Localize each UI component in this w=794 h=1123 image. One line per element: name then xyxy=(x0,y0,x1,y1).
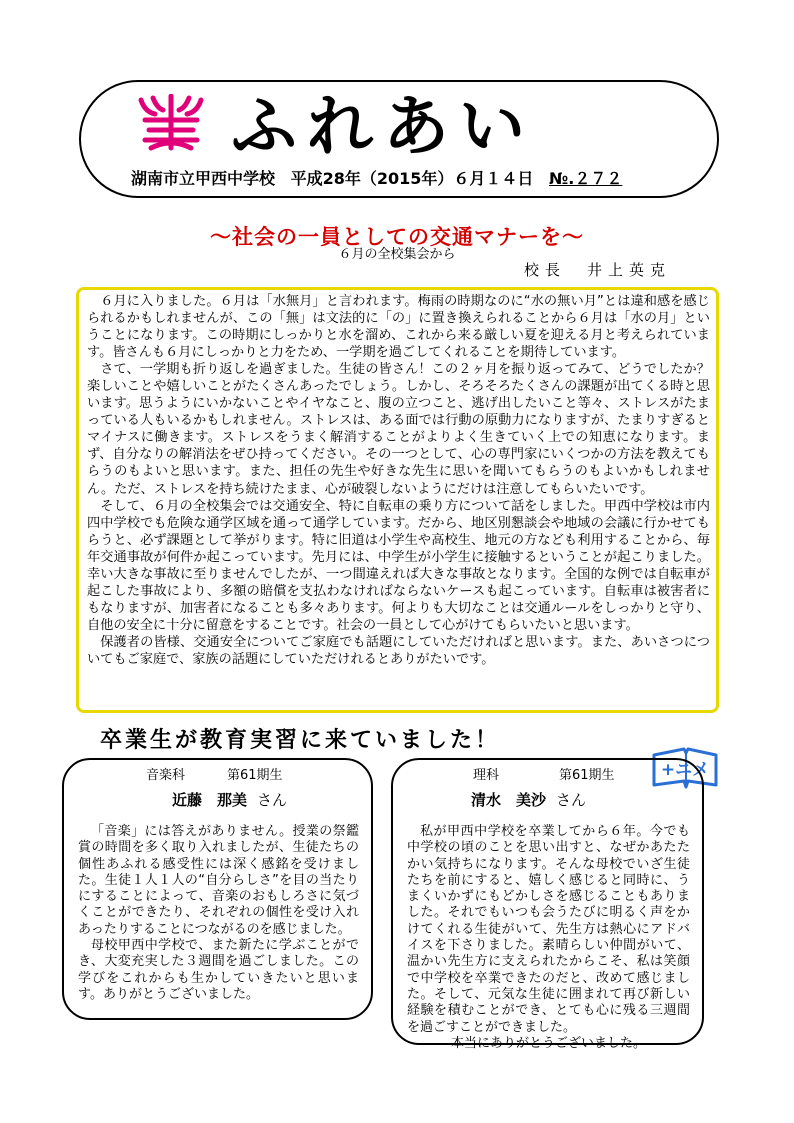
student-meta xyxy=(146,768,283,784)
student-name: 清水 美沙 xyxy=(471,791,547,809)
book-icon-text: +ニメ xyxy=(660,760,710,780)
student-honorific: さん xyxy=(556,791,587,809)
student-subject: 理科 xyxy=(473,768,500,783)
student-name: 近藤 那美 xyxy=(172,791,248,809)
student-message xyxy=(78,824,359,1003)
newsletter-title: ふれあい xyxy=(231,87,535,165)
student-message xyxy=(407,824,690,1052)
article-headline: ～社会の一員としての交通マナーを～ xyxy=(210,224,584,249)
message-paragraph: そして、６月の全校集会では交通安全、特に自転車の乗り方について話をしました。甲西中学校は市内四中学校でも危険な通学区域を通って通学しています。だから、地区別懇談会や地域の会議に行かせてもらうと、必ず課題として挙がります。特に旧道は小学生や高校生、地元の方なども利用することから、毎年交通事故が何件か起こっています。先月には、中学生が小学生に接触するということが起こりました。幸い大きな事故に至りませんでしたが、一つ間違えれば大きな事故となります。全国的な例では自転車が起こした事故により、多額の賠償を支払わなければならないケースも起こっています。自転車は被害者にもなりますが、加害者になることも多々あります。何よりも大切なことは交通ルールをしっかりと守り、自他の安全に十分に留意をすることです。社会の一員として心がけてもらいたいと思います。 xyxy=(87,498,710,633)
student-generation: 第61期生 xyxy=(227,768,283,783)
student-paragraph: 母校甲西中学校で、また新たに学ぶことができ、大変充実した３週間を過ごしました。この学びをこれからも生かしていきたいと思います。ありがとうございました。 xyxy=(78,938,359,1002)
student-box-science xyxy=(391,758,704,1051)
message-paragraph: 保護者の皆様、交通安全についてご家庭でも話題にしていただければと思います。また、あいさつについてもご家庭で、家族の話題にしていただけれるとありがたいです。 xyxy=(87,634,710,667)
school-emblem-icon xyxy=(135,94,207,152)
school-name: 湖南市立甲西中学校 xyxy=(131,169,276,188)
masthead-info xyxy=(131,168,632,190)
student-paragraph: 本当にありがとうございました。 xyxy=(450,1035,646,1051)
issue-number: №.２７２ xyxy=(548,169,623,188)
section-banner: 卒業生が教育実習に来ていました！ xyxy=(100,728,501,753)
article-author: 校長 井上英克 xyxy=(524,261,672,279)
message-paragraph: ６月に入りました。６月は「水無月」と言われます。梅雨の時期なのに“水の無い月”とは違和感を感じられるかもしれませんが、この「無」は文法的に「の」に置き換えられることから６月は「水の月」ということになります。この時期にしっかりと水を溜め、これから来る厳しい夏を迎える月と考えられています。皆さんも６月にしっかりと力をため、一学期を過ごしてくれることを期待しています。 xyxy=(87,294,710,361)
student-name-row xyxy=(172,790,287,810)
student-name-row xyxy=(471,790,586,810)
student-meta xyxy=(473,768,615,784)
message-paragraph: さて、一学期も折り返しを過ぎました。生徒の皆さん！この２ヶ月を振り返ってみて、どうでしたか？楽しいことや嬉しいことがたくさんあったでしょう。しかし、そろそろたくさんの課題が出てくる時と思います。思うようにいかないことやイヤなこと、腹の立つこと、逃げ出したいこと等々、ストレスがたまっている人もいるかもしれません。ストレスは、ある面では行動の原動力になりますが、たまりすぎるとマイナスに働きます。ストレスをうまく解消することがよりよく生きていく上での知恵になります。まず、自分なりの解消法をぜひ持ってください。その一つとして、心の専門家にいくつかの方法を教えてもらうのもよいと思います。また、担任の先生や好きな先生に思いを聞いてもらうのもよいかもしれません。ただ、ストレスを持ち続けたまま、心が破裂しないようにだけは注意してもらいたいです。 xyxy=(87,362,710,497)
student-subject: 音楽科 xyxy=(146,768,186,783)
student-generation: 第61期生 xyxy=(559,768,615,783)
student-box-music xyxy=(62,758,373,1020)
student-paragraph: 「音楽」には答えがありません。授業の祭鑑賞の時間を多く取り入れましたが、生徒たちの個性あふれる感受性には深く感銘を受けました。生徒１人１人の“自分らしさ”を目の当たりにすることによって、音楽のおもしろさに気づくことができたり、それぞれの個性を受け入れあったりすることにつながるのを感じました。 xyxy=(78,824,359,937)
principal-message-box xyxy=(76,287,719,713)
issue-date: 平成28年（2015年）６月１４日 xyxy=(290,169,534,188)
masthead xyxy=(79,80,719,198)
student-paragraph: 私が甲西中学校を卒業してから６年。今でも中学校の頃のことを思い出すと、なぜかあたたかい気持ちになります。そんな母校でいざ生徒たちを前にすると、嬉しく感じると同時に、うまくいかずにもどかしさを感じることもありました。それでもいつも会うたびに明るく声をかけてくれる生徒がいて、先生方は熱心にアドバイスを下さりました。素晴らしい仲間がいて、温かい先生方に支えられたからこそ、私は笑顔で中学校を卒業できたのだと、改めて感じました。そして、元気な生徒に囲まれて再び新しい経験を積むことができ、とても心に残る三週間を過ごすことができました。 xyxy=(407,824,690,1035)
student-honorific: さん xyxy=(257,791,288,809)
article-subtitle: ６月の全校集会から xyxy=(338,247,456,262)
